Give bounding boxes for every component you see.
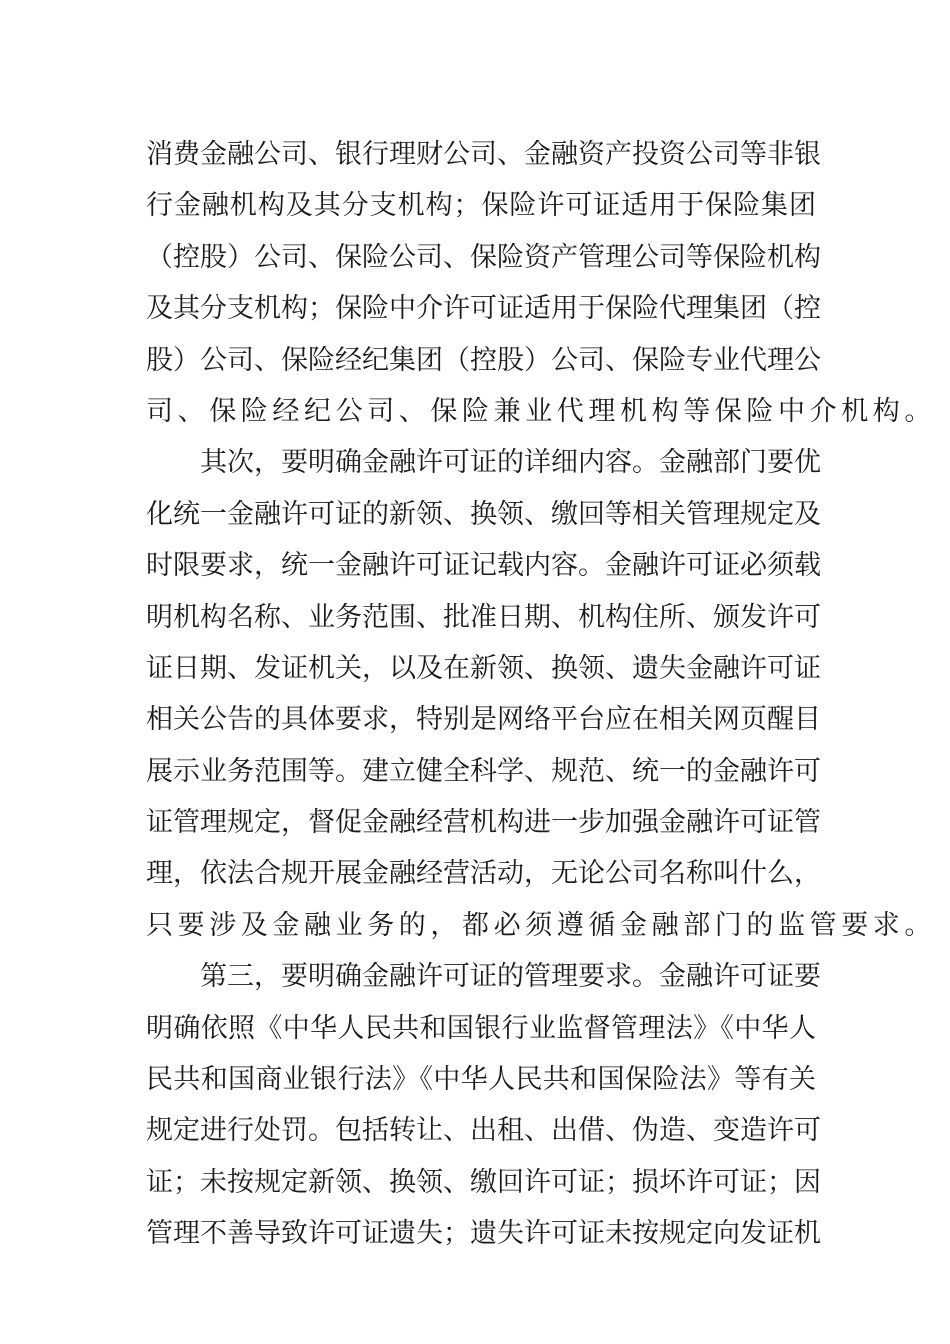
text-line: 化统一金融许可证的新领、换领、缴回等相关管理规定及 bbox=[146, 498, 821, 530]
text-line: 股）公司、保险经纪集团（控股）公司、保险专业代理公 bbox=[146, 344, 821, 376]
text-line: 消费金融公司、银行理财公司、金融资产投资公司等非银 bbox=[146, 139, 821, 170]
paragraph-start-line: 其次，要明确金融许可证的详细内容。金融部门要优 bbox=[200, 447, 821, 479]
text-line: 明机构名称、业务范围、批准日期、机构住所、颁发许可 bbox=[146, 601, 821, 633]
text-line: 时限要求，统一金融许可证记载内容。金融许可证必须载 bbox=[146, 550, 821, 582]
text-line: 证；未按规定新领、换领、缴回许可证；损坏许可证；因 bbox=[146, 1166, 821, 1198]
text-line: 证日期、发证机关，以及在新领、换领、遗失金融许可证 bbox=[146, 652, 821, 684]
text-line: 证管理规定，督促金融经营机构进一步加强金融许可证管 bbox=[146, 807, 821, 839]
text-line: 规定进行处罚。包括转让、出租、出借、伪造、变造许可 bbox=[146, 1115, 821, 1147]
text-line: 行金融机构及其分支机构；保险许可证适用于保险集团 bbox=[146, 190, 816, 222]
text-line: 民共和国商业银行法》《中华人民共和国保险法》等有关 bbox=[146, 1064, 816, 1096]
text-line: 展示业务范围等。建立健全科学、规范、统一的金融许可 bbox=[146, 755, 821, 787]
text-line: 理，依法合规开展金融经营活动，无论公司名称叫什么， bbox=[146, 858, 821, 890]
paragraph-end-line: 司、保险经纪公司、保险兼业代理机构等保险中介机构。 bbox=[146, 395, 936, 427]
text-line: 相关公告的具体要求，特别是网络平台应在相关网页醒目 bbox=[146, 704, 821, 736]
document-body bbox=[146, 129, 936, 1260]
text-line: （控股）公司、保险公司、保险资产管理公司等保险机构 bbox=[146, 241, 821, 273]
text-line: 管理不善导致许可证遗失；遗失许可证未按规定向发证机 bbox=[146, 1218, 821, 1250]
text-line: 及其分支机构；保险中介许可证适用于保险代理集团（控 bbox=[146, 293, 821, 325]
paragraph-end-line: 只要涉及金融业务的，都必须遵循金融部门的监管要求。 bbox=[146, 909, 936, 941]
text-line: 明确依照《中华人民共和国银行业监督管理法》《中华人 bbox=[146, 1012, 816, 1044]
paragraph-start-line: 第三，要明确金融许可证的管理要求。金融许可证要 bbox=[200, 961, 821, 993]
